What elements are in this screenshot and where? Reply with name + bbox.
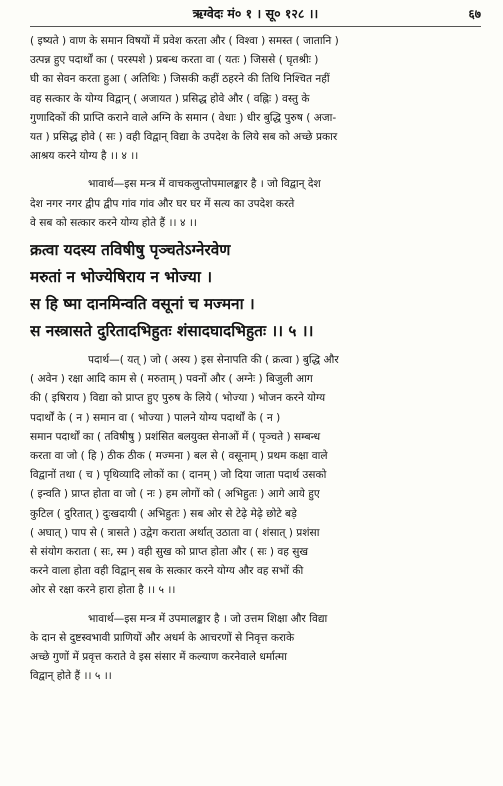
text-line: ( अवेन ) रक्षा आदि काम से ( मरुताम् ) पवनों और ( अग्नेः ) बिजुली आग <box>30 373 313 386</box>
text-line: ( इष्यते ) वाण के समान विषयों में प्रवेश करता और ( विश्वा ) समस्त ( जातानि ) <box>30 35 339 47</box>
text-line: उत्पन्न हुए पदार्थों का ( परस्पशे ) प्रबन्ध करता वा ( यतः ) जिससे ( घृतश्रीः ) <box>30 54 319 67</box>
text-line: भावार्थ—इस मन्त्र में वाचकलुप्तोपमालङ्कार है । जो विद्वान् देश <box>88 178 321 191</box>
text-line: गुणादिकों की प्राप्ति कराने वाले अग्नि के समान ( वेधाः ) धीर बुद्धि पुरुष ( अजा- <box>30 111 337 124</box>
text-line: से संयोग कराता ( सः, स्म ) वही सुख को प्राप्त होता और ( सः ) वह सुख <box>30 546 309 559</box>
text-line: करता वा जो ( हि ) ठीक ठीक ( मज्मना ) बल से ( वसूनाम् ) प्रथम कक्षा वाले <box>30 450 328 463</box>
text-line: ( अघात् ) पाप से ( त्रासते ) उद्वेग कराता अर्थात् उठाता वा ( शंसात् ) प्रशंसा <box>30 526 320 539</box>
paragraph-meaning-4 <box>30 32 481 166</box>
text-line: ओर से रक्षा करने हारा होता है ।। ५ ।। <box>30 584 176 597</box>
text-line: पदार्थ—( यत् ) जो ( अस्य ) इस सेनापति की ( क्रत्वा ) बुद्धि और <box>88 354 339 367</box>
running-head: ऋग्वेदः मं० १ । सू० १२८ ।। <box>192 6 319 21</box>
text-line: वे सब को सत्कार करने योग्य होते हैं ।। ४ ।। <box>30 216 197 229</box>
text-line: कुटिल ( दुरितात् ) दुःखदायी ( अभिहुतः ) सब ओर से टेढ़े मेढ़े छोटे बड़े <box>30 507 297 520</box>
page-header <box>30 0 481 27</box>
mantra-line: स हि ष्मा दानमिन्वति वसूनां च मज्मना । <box>30 295 255 314</box>
text-line: की ( इषिराय ) विद्या को प्राप्त हुए पुरुष के लिये ( भोज्या ) भोजन करने योग्य <box>30 392 326 405</box>
text-line: घी का सेवन करता हुआ ( अतिथिः ) जिसकी कहीं ठहरने की तिथि निश्चित नहीं <box>30 73 330 86</box>
text-line: विद्वानों तथा ( च ) पृथिव्यादि लोकों का ( दानम् ) जो दिया जाता पदार्थ उसको <box>30 469 327 482</box>
text-line: के दान से दुष्टस्वभावी प्राणियों और अधर्म के आचरणों से निवृत्त कराके <box>30 631 295 644</box>
mantra-line: स नस्त्रासते दुरितादभिहुतः शंसादघादभिहुतः ।। ५ ।। <box>30 322 314 341</box>
bhavarth-5 <box>30 610 481 687</box>
text-line: करने वाला होता वही विद्वान् सब के सत्कार करने योग्य और वह सभों की <box>30 565 304 578</box>
mantra-line: मरुतां न भोज्येषिराय न भोज्या । <box>30 268 213 287</box>
mantra-verse-5 <box>30 237 481 345</box>
text-line: समान पदार्थों का ( तविषीषु ) प्रशंसित बलयुक्त सेनाओं में ( पृञ्चते ) सम्बन्ध <box>30 430 321 443</box>
text-line: ( इन्वति ) प्राप्त होता वा जो ( नः ) हम लोगों को ( अभिहुतः ) आगे आये हुए <box>30 488 320 501</box>
text-line: देश नगर नगर द्वीप द्वीप गांव गांव और घर घर में सत्य का उपदेश करते <box>30 197 295 210</box>
text-line: भावार्थ—इस मन्त्र में उपमालङ्कार है । जो उत्तम शिक्षा और विद्या <box>88 612 328 625</box>
page-number: ६७ <box>468 7 481 21</box>
text-line: विद्वान् होते हैं ।। ५ ।। <box>30 670 112 683</box>
padarth-5 <box>30 351 481 601</box>
text-line: पदार्थों के ( न ) समान वा ( भोज्या ) पालने योग्य पदार्थों के ( न ) <box>30 411 281 424</box>
text-line: आश्रय करने योग्य है ।। ४ ।। <box>30 150 139 163</box>
bhavarth-4 <box>30 175 481 233</box>
text-line: यत ) प्रसिद्ध होवे ( सः ) वही विद्वान् विद्या के उपदेश के लिये सब को अच्छे प्रकार <box>30 131 338 144</box>
text-line: अच्छे गुणों में प्रवृत्त कराते वे इस संसार में कल्याण करनेवाले धर्मात्मा <box>30 651 287 664</box>
text-line: वह सत्कार के योग्य विद्वान् ( अजायत ) प्रसिद्ध होवे और ( वह्निः ) वस्तु के <box>30 92 310 105</box>
mantra-line: क्रत्वा यदस्य तविषीषु पृञ्चतेऽग्नेरवेण <box>30 241 231 260</box>
